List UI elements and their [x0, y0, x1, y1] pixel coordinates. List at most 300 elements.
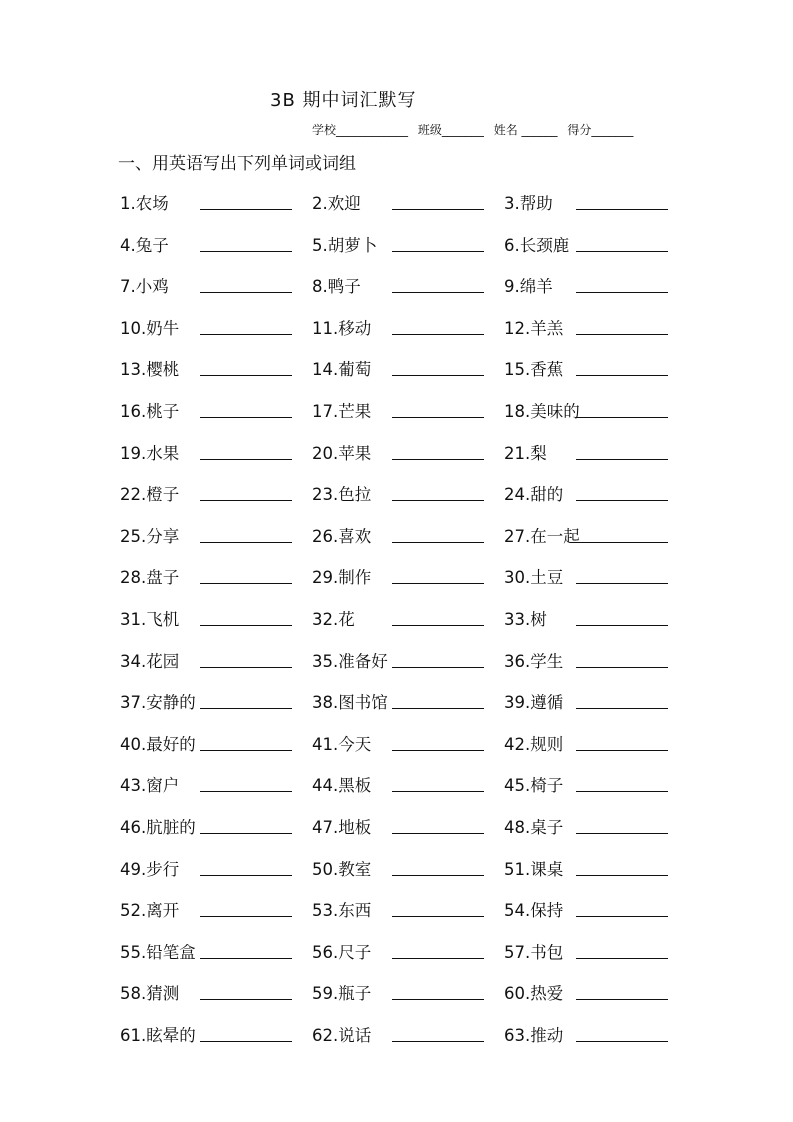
answer-blank[interactable] — [392, 417, 484, 418]
vocab-item — [312, 477, 504, 519]
vocab-word: 移动 — [338, 318, 372, 338]
answer-blank[interactable] — [200, 750, 292, 751]
vocab-item — [120, 269, 312, 311]
answer-blank[interactable] — [200, 251, 292, 252]
vocab-item — [120, 560, 312, 602]
vocab-label — [120, 689, 196, 713]
vocab-word: 地板 — [338, 817, 372, 837]
vocab-label — [312, 1022, 371, 1046]
answer-blank[interactable] — [200, 375, 292, 376]
answer-blank[interactable] — [576, 417, 668, 418]
answer-blank[interactable] — [200, 791, 292, 792]
score-blank: _______ — [591, 123, 634, 137]
answer-blank[interactable] — [392, 667, 484, 668]
vocab-label — [504, 523, 580, 547]
vocab-word: 说话 — [338, 1025, 372, 1045]
vocab-item — [504, 1018, 680, 1060]
answer-blank[interactable] — [392, 708, 484, 709]
vocab-word: 葡萄 — [338, 360, 372, 380]
vocab-word: 书包 — [530, 942, 564, 962]
vocab-word: 热爱 — [530, 984, 564, 1004]
vocab-item — [312, 810, 504, 852]
vocab-item — [504, 352, 680, 394]
answer-blank[interactable] — [200, 459, 292, 460]
vocab-number: 2. — [312, 194, 328, 213]
vocab-number: 33. — [504, 609, 531, 629]
vocab-item — [504, 560, 680, 602]
class-field[interactable] — [418, 123, 484, 137]
vocab-number: 27. — [504, 526, 531, 546]
vocab-label — [504, 897, 563, 921]
name-blank: ______ — [521, 123, 558, 137]
answer-blank[interactable] — [576, 625, 668, 626]
vocab-number: 40. — [120, 734, 147, 754]
vocab-label — [120, 190, 169, 214]
vocab-label — [504, 481, 563, 505]
vocab-word: 色拉 — [338, 485, 372, 505]
vocab-label — [504, 689, 563, 713]
answer-blank[interactable] — [576, 708, 668, 709]
vocab-label — [504, 606, 547, 630]
vocab-label — [120, 232, 169, 256]
answer-blank[interactable] — [392, 958, 484, 959]
school-label: 学校 — [312, 123, 337, 137]
vocab-item — [504, 269, 680, 311]
class-label: 班级 — [417, 123, 442, 137]
vocab-label — [504, 939, 563, 963]
vocab-label — [120, 856, 179, 880]
vocab-label — [312, 980, 371, 1004]
vocab-label — [312, 814, 371, 838]
answer-blank[interactable] — [200, 209, 292, 210]
vocab-number: 55. — [120, 942, 147, 962]
vocab-item — [120, 186, 312, 228]
vocab-label — [120, 315, 179, 339]
vocab-number: 56. — [312, 942, 339, 962]
vocab-label — [504, 440, 547, 464]
vocab-item — [504, 685, 680, 727]
school-field[interactable] — [312, 123, 408, 137]
vocab-label — [504, 731, 563, 755]
vocab-number: 60. — [504, 984, 531, 1004]
answer-blank[interactable] — [200, 625, 292, 626]
vocab-word: 土豆 — [530, 568, 564, 588]
vocab-word: 树 — [530, 609, 547, 629]
vocab-word: 飞机 — [146, 609, 180, 629]
answer-blank[interactable] — [392, 209, 484, 210]
vocab-item — [312, 602, 504, 644]
vocab-label — [312, 897, 371, 921]
vocab-label — [504, 856, 563, 880]
vocab-label — [120, 814, 196, 838]
vocab-item — [312, 685, 504, 727]
answer-blank[interactable] — [576, 916, 668, 917]
vocab-number: 49. — [120, 859, 147, 879]
vocab-number: 44. — [312, 776, 339, 796]
vocab-number: 20. — [312, 443, 339, 463]
vocab-word: 农场 — [135, 194, 169, 213]
vocab-label — [312, 606, 355, 630]
vocab-number: 54. — [504, 901, 531, 921]
answer-blank[interactable] — [392, 334, 484, 335]
answer-blank[interactable] — [392, 292, 484, 293]
vocab-number: 10. — [120, 318, 147, 338]
vocab-word: 安静的 — [146, 693, 196, 713]
vocab-number: 16. — [120, 401, 147, 421]
vocab-number: 61. — [120, 1025, 147, 1045]
answer-blank[interactable] — [392, 251, 484, 252]
vocab-word: 推动 — [530, 1025, 564, 1045]
vocab-word: 铅笔盒 — [146, 942, 196, 962]
vocab-label — [312, 315, 371, 339]
answer-blank[interactable] — [200, 916, 292, 917]
answer-blank[interactable] — [576, 500, 668, 501]
vocab-item — [120, 602, 312, 644]
section-heading: 一、用英语写出下列单词或词组 — [118, 154, 356, 174]
name-field[interactable] — [494, 123, 558, 137]
vocab-word: 遵循 — [530, 693, 564, 713]
vocab-number: 31. — [120, 609, 147, 629]
answer-blank[interactable] — [392, 875, 484, 876]
answer-blank[interactable] — [392, 375, 484, 376]
vocab-label — [312, 564, 371, 588]
answer-blank[interactable] — [392, 791, 484, 792]
answer-blank[interactable] — [392, 1041, 484, 1042]
vocab-number: 8. — [312, 277, 328, 297]
vocab-number: 6. — [504, 235, 520, 255]
answer-blank[interactable] — [392, 833, 484, 834]
vocab-word: 最好的 — [146, 734, 196, 754]
vocab-item — [120, 352, 312, 394]
vocab-number: 46. — [120, 817, 147, 837]
vocab-label — [120, 648, 179, 672]
vocab-word: 欢迎 — [327, 194, 361, 213]
answer-blank[interactable] — [392, 625, 484, 626]
vocab-label — [120, 523, 179, 547]
vocab-item — [120, 311, 312, 353]
vocab-label — [120, 606, 179, 630]
vocab-label — [120, 897, 179, 921]
vocab-label — [312, 440, 371, 464]
vocab-label — [120, 398, 179, 422]
vocab-word: 分享 — [146, 526, 180, 546]
answer-blank[interactable] — [392, 916, 484, 917]
vocab-item — [312, 519, 504, 561]
vocab-label — [312, 772, 371, 796]
vocab-label — [120, 273, 169, 297]
answer-blank[interactable] — [200, 1041, 292, 1042]
vocab-label — [312, 648, 388, 672]
vocab-word: 桌子 — [530, 817, 564, 837]
answer-blank[interactable] — [200, 958, 292, 959]
vocab-label — [504, 398, 580, 422]
answer-blank[interactable] — [200, 542, 292, 543]
vocab-label — [312, 689, 388, 713]
vocab-item — [504, 228, 680, 270]
answer-blank[interactable] — [576, 999, 668, 1000]
vocab-number: 3. — [504, 194, 520, 213]
vocab-word: 猜测 — [146, 984, 180, 1004]
vocab-word: 橙子 — [146, 485, 180, 505]
vocab-word: 奶牛 — [146, 318, 180, 338]
vocab-number: 24. — [504, 485, 531, 505]
vocab-item — [120, 893, 312, 935]
answer-blank[interactable] — [392, 459, 484, 460]
vocab-number: 11. — [312, 318, 339, 338]
vocab-number: 34. — [120, 651, 147, 671]
vocab-word: 教室 — [338, 859, 372, 879]
vocab-item — [312, 1018, 504, 1060]
vocab-label — [312, 232, 377, 256]
answer-blank[interactable] — [576, 334, 668, 335]
vocab-label — [504, 772, 563, 796]
score-field[interactable] — [567, 123, 633, 137]
vocab-item — [504, 727, 680, 769]
vocab-number: 21. — [504, 443, 531, 463]
vocab-word: 苹果 — [338, 443, 372, 463]
answer-blank[interactable] — [576, 1041, 668, 1042]
vocab-label — [504, 190, 553, 214]
vocab-item — [120, 1018, 312, 1060]
vocab-number: 19. — [120, 443, 147, 463]
vocab-word: 兔子 — [135, 235, 169, 255]
vocab-number: 4. — [120, 235, 136, 255]
vocab-item — [120, 644, 312, 686]
vocab-word: 桃子 — [146, 401, 180, 421]
vocab-label — [312, 398, 371, 422]
vocab-number: 9. — [504, 277, 520, 297]
answer-blank[interactable] — [576, 251, 668, 252]
vocab-word: 黑板 — [338, 776, 372, 796]
vocab-number: 47. — [312, 817, 339, 837]
vocab-word: 梨 — [530, 443, 547, 463]
vocab-item — [504, 519, 680, 561]
vocab-number: 5. — [312, 235, 328, 255]
vocab-label — [312, 190, 361, 214]
answer-blank[interactable] — [392, 750, 484, 751]
vocab-number: 29. — [312, 568, 339, 588]
vocab-label — [120, 356, 179, 380]
vocab-item — [312, 394, 504, 436]
vocab-word: 水果 — [146, 443, 180, 463]
vocab-word: 规则 — [530, 734, 564, 754]
vocab-word: 制作 — [338, 568, 372, 588]
answer-blank[interactable] — [392, 542, 484, 543]
answer-blank[interactable] — [576, 958, 668, 959]
answer-blank[interactable] — [392, 583, 484, 584]
vocab-item — [120, 810, 312, 852]
vocab-number: 63. — [504, 1025, 531, 1045]
vocab-label — [312, 356, 371, 380]
vocab-word: 帮助 — [519, 194, 553, 213]
vocab-item — [504, 976, 680, 1018]
vocab-word: 盘子 — [146, 568, 180, 588]
vocab-word: 香蕉 — [530, 360, 564, 380]
vocab-label — [504, 564, 563, 588]
vocab-number: 50. — [312, 859, 339, 879]
vocab-item — [504, 311, 680, 353]
vocab-word: 保持 — [530, 901, 564, 921]
answer-blank[interactable] — [576, 667, 668, 668]
vocab-number: 43. — [120, 776, 147, 796]
vocab-number: 35. — [312, 651, 339, 671]
answer-blank[interactable] — [576, 542, 668, 543]
vocab-number: 57. — [504, 942, 531, 962]
answer-blank[interactable] — [392, 500, 484, 501]
vocab-label — [504, 1022, 563, 1046]
vocab-number: 28. — [120, 568, 147, 588]
vocab-word: 鸭子 — [327, 277, 361, 297]
vocab-label — [312, 523, 371, 547]
vocab-label — [120, 772, 179, 796]
vocab-item — [504, 935, 680, 977]
answer-blank[interactable] — [200, 334, 292, 335]
vocab-number: 36. — [504, 651, 531, 671]
vocab-word: 眩晕的 — [146, 1025, 196, 1045]
vocab-item — [120, 852, 312, 894]
vocab-item — [504, 186, 680, 228]
answer-blank[interactable] — [200, 999, 292, 1000]
vocab-item — [504, 768, 680, 810]
vocab-number: 14. — [312, 360, 339, 380]
vocab-number: 45. — [504, 776, 531, 796]
vocab-item — [504, 644, 680, 686]
vocab-word: 小鸡 — [135, 277, 169, 297]
vocab-label — [504, 315, 563, 339]
vocab-label — [504, 273, 553, 297]
vocab-number: 12. — [504, 318, 531, 338]
answer-blank[interactable] — [200, 500, 292, 501]
vocab-word: 绵羊 — [519, 277, 553, 297]
vocab-word: 椅子 — [530, 776, 564, 796]
vocab-item — [504, 602, 680, 644]
vocab-item — [120, 519, 312, 561]
vocab-item — [312, 186, 504, 228]
vocab-grid — [120, 186, 680, 1059]
vocab-word: 窗户 — [146, 776, 180, 796]
vocab-number: 15. — [504, 360, 531, 380]
vocab-number: 53. — [312, 901, 339, 921]
vocab-item — [312, 228, 504, 270]
answer-blank[interactable] — [576, 791, 668, 792]
vocab-word: 图书馆 — [338, 693, 388, 713]
vocab-word: 肮脏的 — [146, 817, 196, 837]
vocab-word: 离开 — [146, 901, 180, 921]
vocab-word: 今天 — [338, 734, 372, 754]
vocab-item — [120, 436, 312, 478]
vocab-word: 瓶子 — [338, 984, 372, 1004]
score-label: 得分 — [567, 123, 592, 137]
vocab-number: 25. — [120, 526, 147, 546]
vocab-word: 课桌 — [530, 859, 564, 879]
answer-blank[interactable] — [576, 292, 668, 293]
answer-blank[interactable] — [200, 292, 292, 293]
vocab-label — [504, 980, 563, 1004]
vocab-number: 42. — [504, 734, 531, 754]
vocab-item — [504, 893, 680, 935]
page-title: 3B 期中词汇默写 — [270, 90, 417, 111]
answer-blank[interactable] — [200, 583, 292, 584]
vocab-word: 芒果 — [338, 401, 372, 421]
vocab-number: 32. — [312, 609, 339, 629]
answer-blank[interactable] — [576, 459, 668, 460]
vocab-word: 美味的 — [530, 401, 580, 421]
answer-blank[interactable] — [576, 209, 668, 210]
answer-blank[interactable] — [576, 583, 668, 584]
answer-blank[interactable] — [200, 667, 292, 668]
vocab-item — [312, 768, 504, 810]
vocab-number: 13. — [120, 360, 147, 380]
vocab-item — [312, 269, 504, 311]
vocab-word: 在一起 — [530, 526, 580, 546]
vocab-item — [312, 311, 504, 353]
vocab-label — [312, 856, 371, 880]
vocab-number: 22. — [120, 485, 147, 505]
vocab-label — [120, 564, 179, 588]
vocab-label — [504, 232, 569, 256]
vocab-word: 长颈鹿 — [519, 235, 570, 255]
student-info-line — [312, 121, 639, 138]
vocab-word: 准备好 — [338, 651, 388, 671]
vocab-item — [312, 644, 504, 686]
vocab-number: 37. — [120, 693, 147, 713]
vocab-label — [120, 731, 196, 755]
vocab-number: 41. — [312, 734, 339, 754]
vocab-item — [504, 436, 680, 478]
answer-blank[interactable] — [576, 375, 668, 376]
vocab-item — [120, 685, 312, 727]
vocab-word: 喜欢 — [338, 526, 372, 546]
vocab-item — [312, 976, 504, 1018]
vocab-number: 58. — [120, 984, 147, 1004]
answer-blank[interactable] — [576, 750, 668, 751]
answer-blank[interactable] — [200, 708, 292, 709]
vocab-item — [120, 727, 312, 769]
school-blank: ____________ — [336, 123, 409, 137]
vocab-item — [504, 477, 680, 519]
vocab-label — [120, 440, 179, 464]
answer-blank[interactable] — [576, 875, 668, 876]
answer-blank[interactable] — [576, 833, 668, 834]
vocab-word: 樱桃 — [146, 360, 180, 380]
answer-blank[interactable] — [200, 833, 292, 834]
answer-blank[interactable] — [200, 875, 292, 876]
vocab-number: 38. — [312, 693, 339, 713]
vocab-word: 步行 — [146, 859, 180, 879]
vocab-item — [312, 727, 504, 769]
vocab-item — [120, 935, 312, 977]
vocab-label — [312, 481, 371, 505]
vocab-label — [312, 939, 371, 963]
vocab-word: 胡萝卜 — [327, 235, 378, 255]
vocab-item — [120, 976, 312, 1018]
answer-blank[interactable] — [200, 417, 292, 418]
vocab-number: 48. — [504, 817, 531, 837]
vocab-number: 30. — [504, 568, 531, 588]
vocab-item — [120, 228, 312, 270]
vocab-item — [120, 394, 312, 436]
vocab-word: 甜的 — [530, 485, 564, 505]
answer-blank[interactable] — [392, 999, 484, 1000]
vocab-item — [120, 768, 312, 810]
vocab-label — [120, 481, 179, 505]
vocab-item — [504, 394, 680, 436]
vocab-word: 尺子 — [338, 942, 372, 962]
vocab-label — [504, 356, 563, 380]
vocab-word: 东西 — [338, 901, 372, 921]
vocab-label — [504, 814, 563, 838]
vocab-label — [312, 731, 371, 755]
